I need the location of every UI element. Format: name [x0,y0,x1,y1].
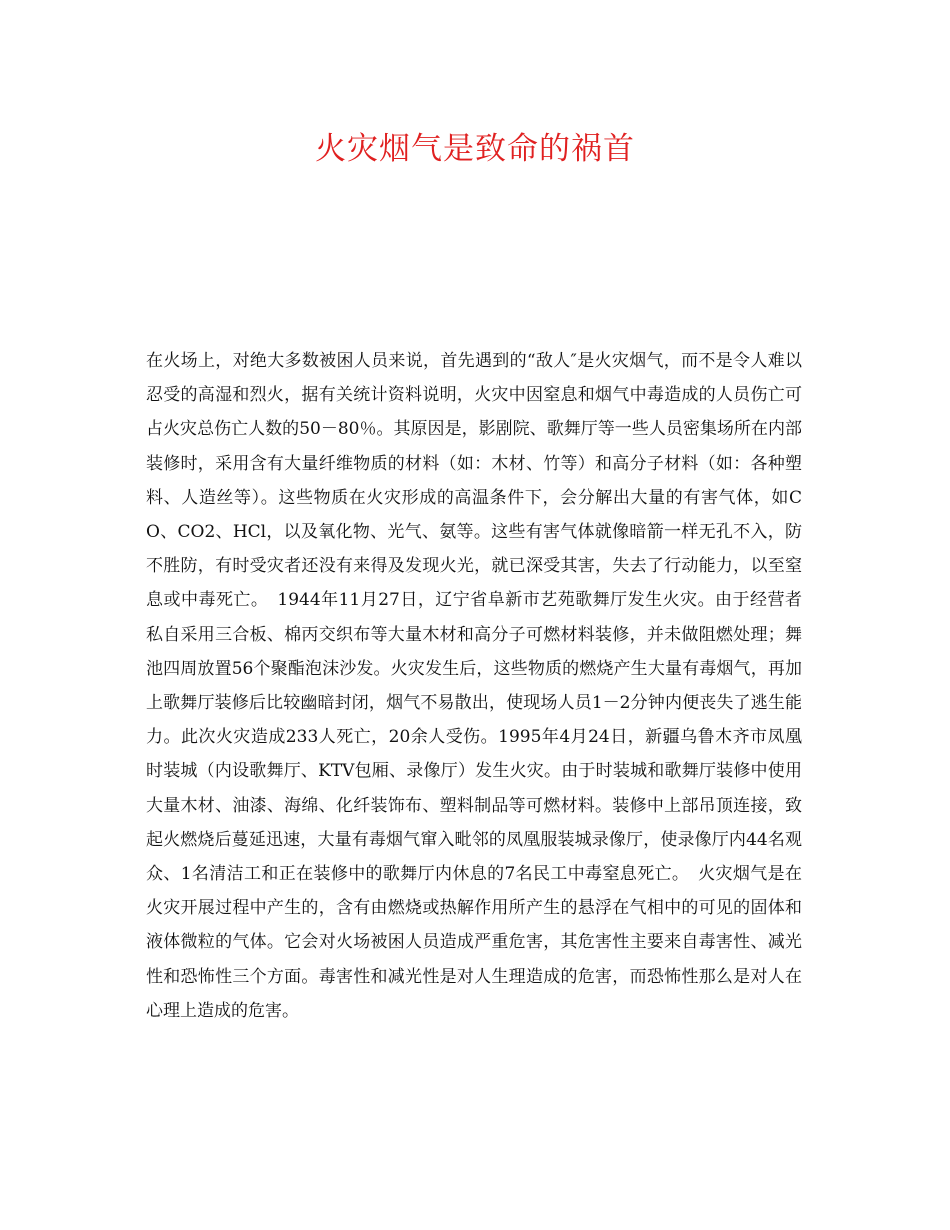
document-title: 火灾烟气是致命的祸首 [315,131,635,167]
document-body: 在火场上，对绝大多数被困人员来说，首先遇到的“敌人″是火灾烟气，而不是令人难以忍受的高湿和烈火，据有关统计资料说明，火灾中因窒息和烟气中毒造成的人员伤亡可占火灾总伤亡人数的50－80％。其原因是，影剧院、歌舞厅等一些人员密集场所在内部装修时，采用含有大量纤维物质的材料（如：木材、竹等）和高分子材料（如：各种塑料、人造丝等）。这些物质在火灾形成的高温条件下，会分解出大量的有害气体，如CO、CO2、HCl，以及氧化物、光气、氨等。这些有害气体就像暗箭一样无孔不入，防不胜防，有时受灾者还没有来得及发现火光，就已深受其害，失去了行动能力，以至窒息或中毒死亡。 1944年11月27日，辽宁省阜新市艺苑歌舞厅发生火灾。由于经营者私自采用三合板、棉丙交织布等大量木材和高分子可燃材料装修，并未做阻燃处理；舞池四周放置56个聚酯泡沫沙发。火灾发生后，这些物质的燃烧产生大量有毒烟气，再加上歌舞厅装修后比较幽暗封闭，烟气不易散出，使现场人员1－2分钟内便丧失了逃生能力。此次火灾造成233人死亡，20余人受伤。1995年4月24日，新疆乌鲁木齐市凤凰时装城（内设歌舞厅、KTV包厢、录像厅）发生火灾。由于时装城和歌舞厅装修中使用大量木材、油漆、海绵、化纤装饰布、塑料制品等可燃材料。装修中上部吊顶连接，致起火燃烧后蔓延迅速，大量有毒烟气窜入毗邻的凤凰服装城录像厅，使录像厅内44名观众、1名清洁工和正在装修中的歌舞厅内休息的7名民工中毒窒息死亡。 火灾烟气是在火灾开展过程中产生的，含有由燃烧或热解作用所产生的悬浮在气相中的可见的固体和液体微粒的气体。它会对火场被困人员造成严重危害，其危害性主要来自毒害性、减光性和恐怖性三个方面。毒害性和减光性是对人生理造成的危害，而恐怖性那么是对人在心理上造成的危害。 [146,351,802,1021]
